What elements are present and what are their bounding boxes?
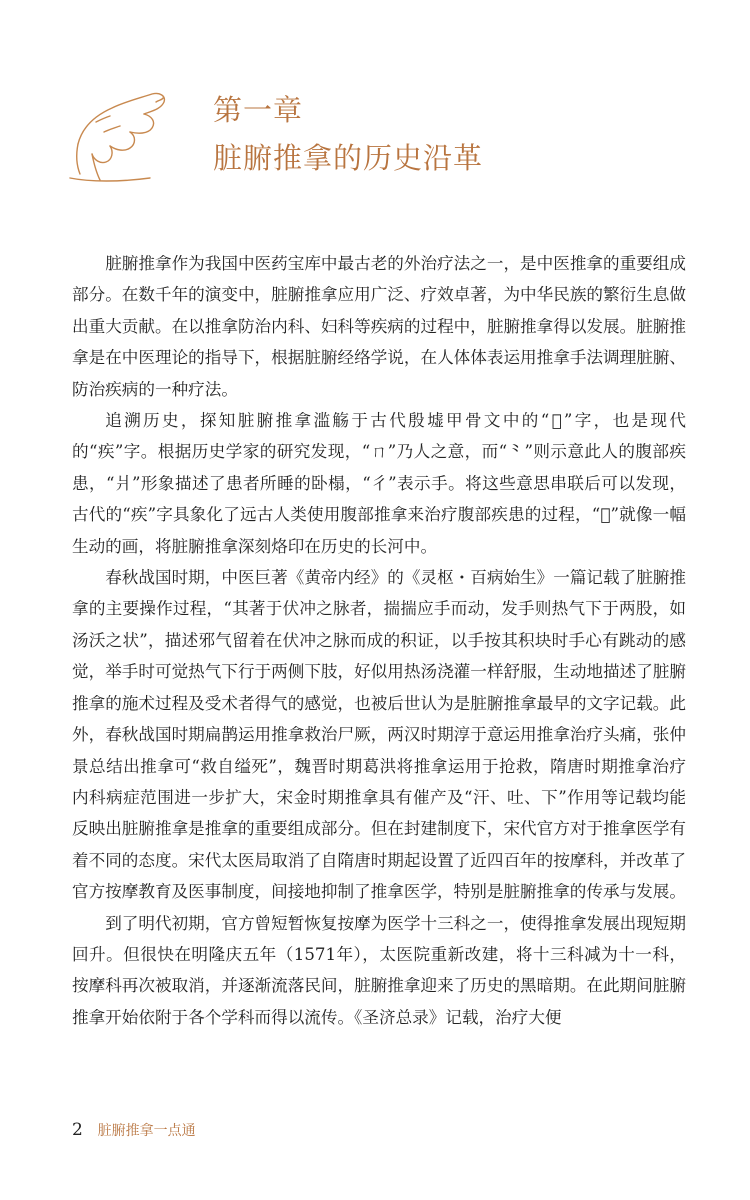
- chapter-title: 脏腑推拿的历史沿革: [213, 141, 484, 175]
- book-title: 脏腑推拿一点通: [97, 1123, 196, 1139]
- page-number: 2: [72, 1120, 83, 1140]
- paragraph: 春秋战国时期，中医巨著《黄帝内经》的《灵枢・百病始生》一篇记载了脏腑推拿的主要操作过程，“其著于伏冲之脉者，揣揣应手而动，发手则热气下于两股，如汤沃之状”，描述邪气留着在伏冲之脉而成的积证，以手按其积块时手心有跳动的感觉，举手时可觉热气下行于两侧下肢，好似用热汤浇灌一样舒服，生动地描述了脏腑推拿的施术过程及受术者得气的感觉，也被后世认为是脏腑推拿最早的文字记载。此外，春秋战国时期扁鹊运用推拿救治尸厥，两汉时期淳于意运用推拿治疗头痛，张仲景总结出推拿可“救自缢死”，魏晋时期葛洪将推拿运用于抢救，隋唐时期推拿治疗内科病症范围进一步扩大，宋金时期推拿具有催产及“汗、吐、下”作用等记载均能反映出脏腑推拿是推拿的重要组成部分。但在封建制度下，宋代官方对于推拿医学有着不同的态度。宋代太医局取消了自隋唐时期起设置了近四百年的按摩科，并改革了官方按摩教育及医事制度，间接地抑制了推拿医学，特别是脏腑推拿的传承与发展。: [72, 568, 686, 902]
- body-text: [72, 248, 686, 1033]
- paragraph: 脏腑推拿作为我国中医药宝库中最古老的外治疗法之一，是中医推拿的重要组成部分。在数千年的演变中，脏腑推拿应用广泛、疗效卓著，为中华民族的繁衍生息做出重大贡献。在以推拿防治内科、妇科等疾病的过程中，脏腑推拿得以发展。脏腑推拿是在中医理论的指导下，根据脏腑经络学说，在人体体表运用推拿手法调理脏腑、防治疾病的一种疗法。: [72, 254, 686, 399]
- page-footer: [72, 1120, 196, 1140]
- chapter-number: 第一章: [213, 93, 304, 127]
- chapter-header: [60, 78, 700, 188]
- paragraph: 追溯历史，探知脏腑推拿滥觞于古代殷墟甲骨文中的“𤕫”字，也是现代的“疾”字。根据历史学家的研究发现，“ㄇ”乃人之意，而“⺀”则示意此人的腹部疾患，“爿”形象描述了患者所睡的卧榻，“彳”表示手。将这些意思串联后可以发现，古代的“疾”字具象化了远古人类使用腹部推拿来治疗腹部疾患的过程，“𤕫”就像一幅生动的画，将脏腑推拿深刻烙印在历史的长河中。: [72, 411, 686, 556]
- paragraph: 到了明代初期，官方曾短暂恢复按摩为医学十三科之一，使得推拿发展出现短期回升。但很快在明隆庆五年（1571年），太医院重新改建，将十三科减为十一科，按摩科再次被取消，并逐渐流落民间，脏腑推拿迎来了历史的黑暗期。在此期间脏腑推拿开始依附于各个学科而得以流传。《圣济总录》记载，治疗大便: [72, 913, 686, 1027]
- hand-pressing-icon: [60, 78, 180, 188]
